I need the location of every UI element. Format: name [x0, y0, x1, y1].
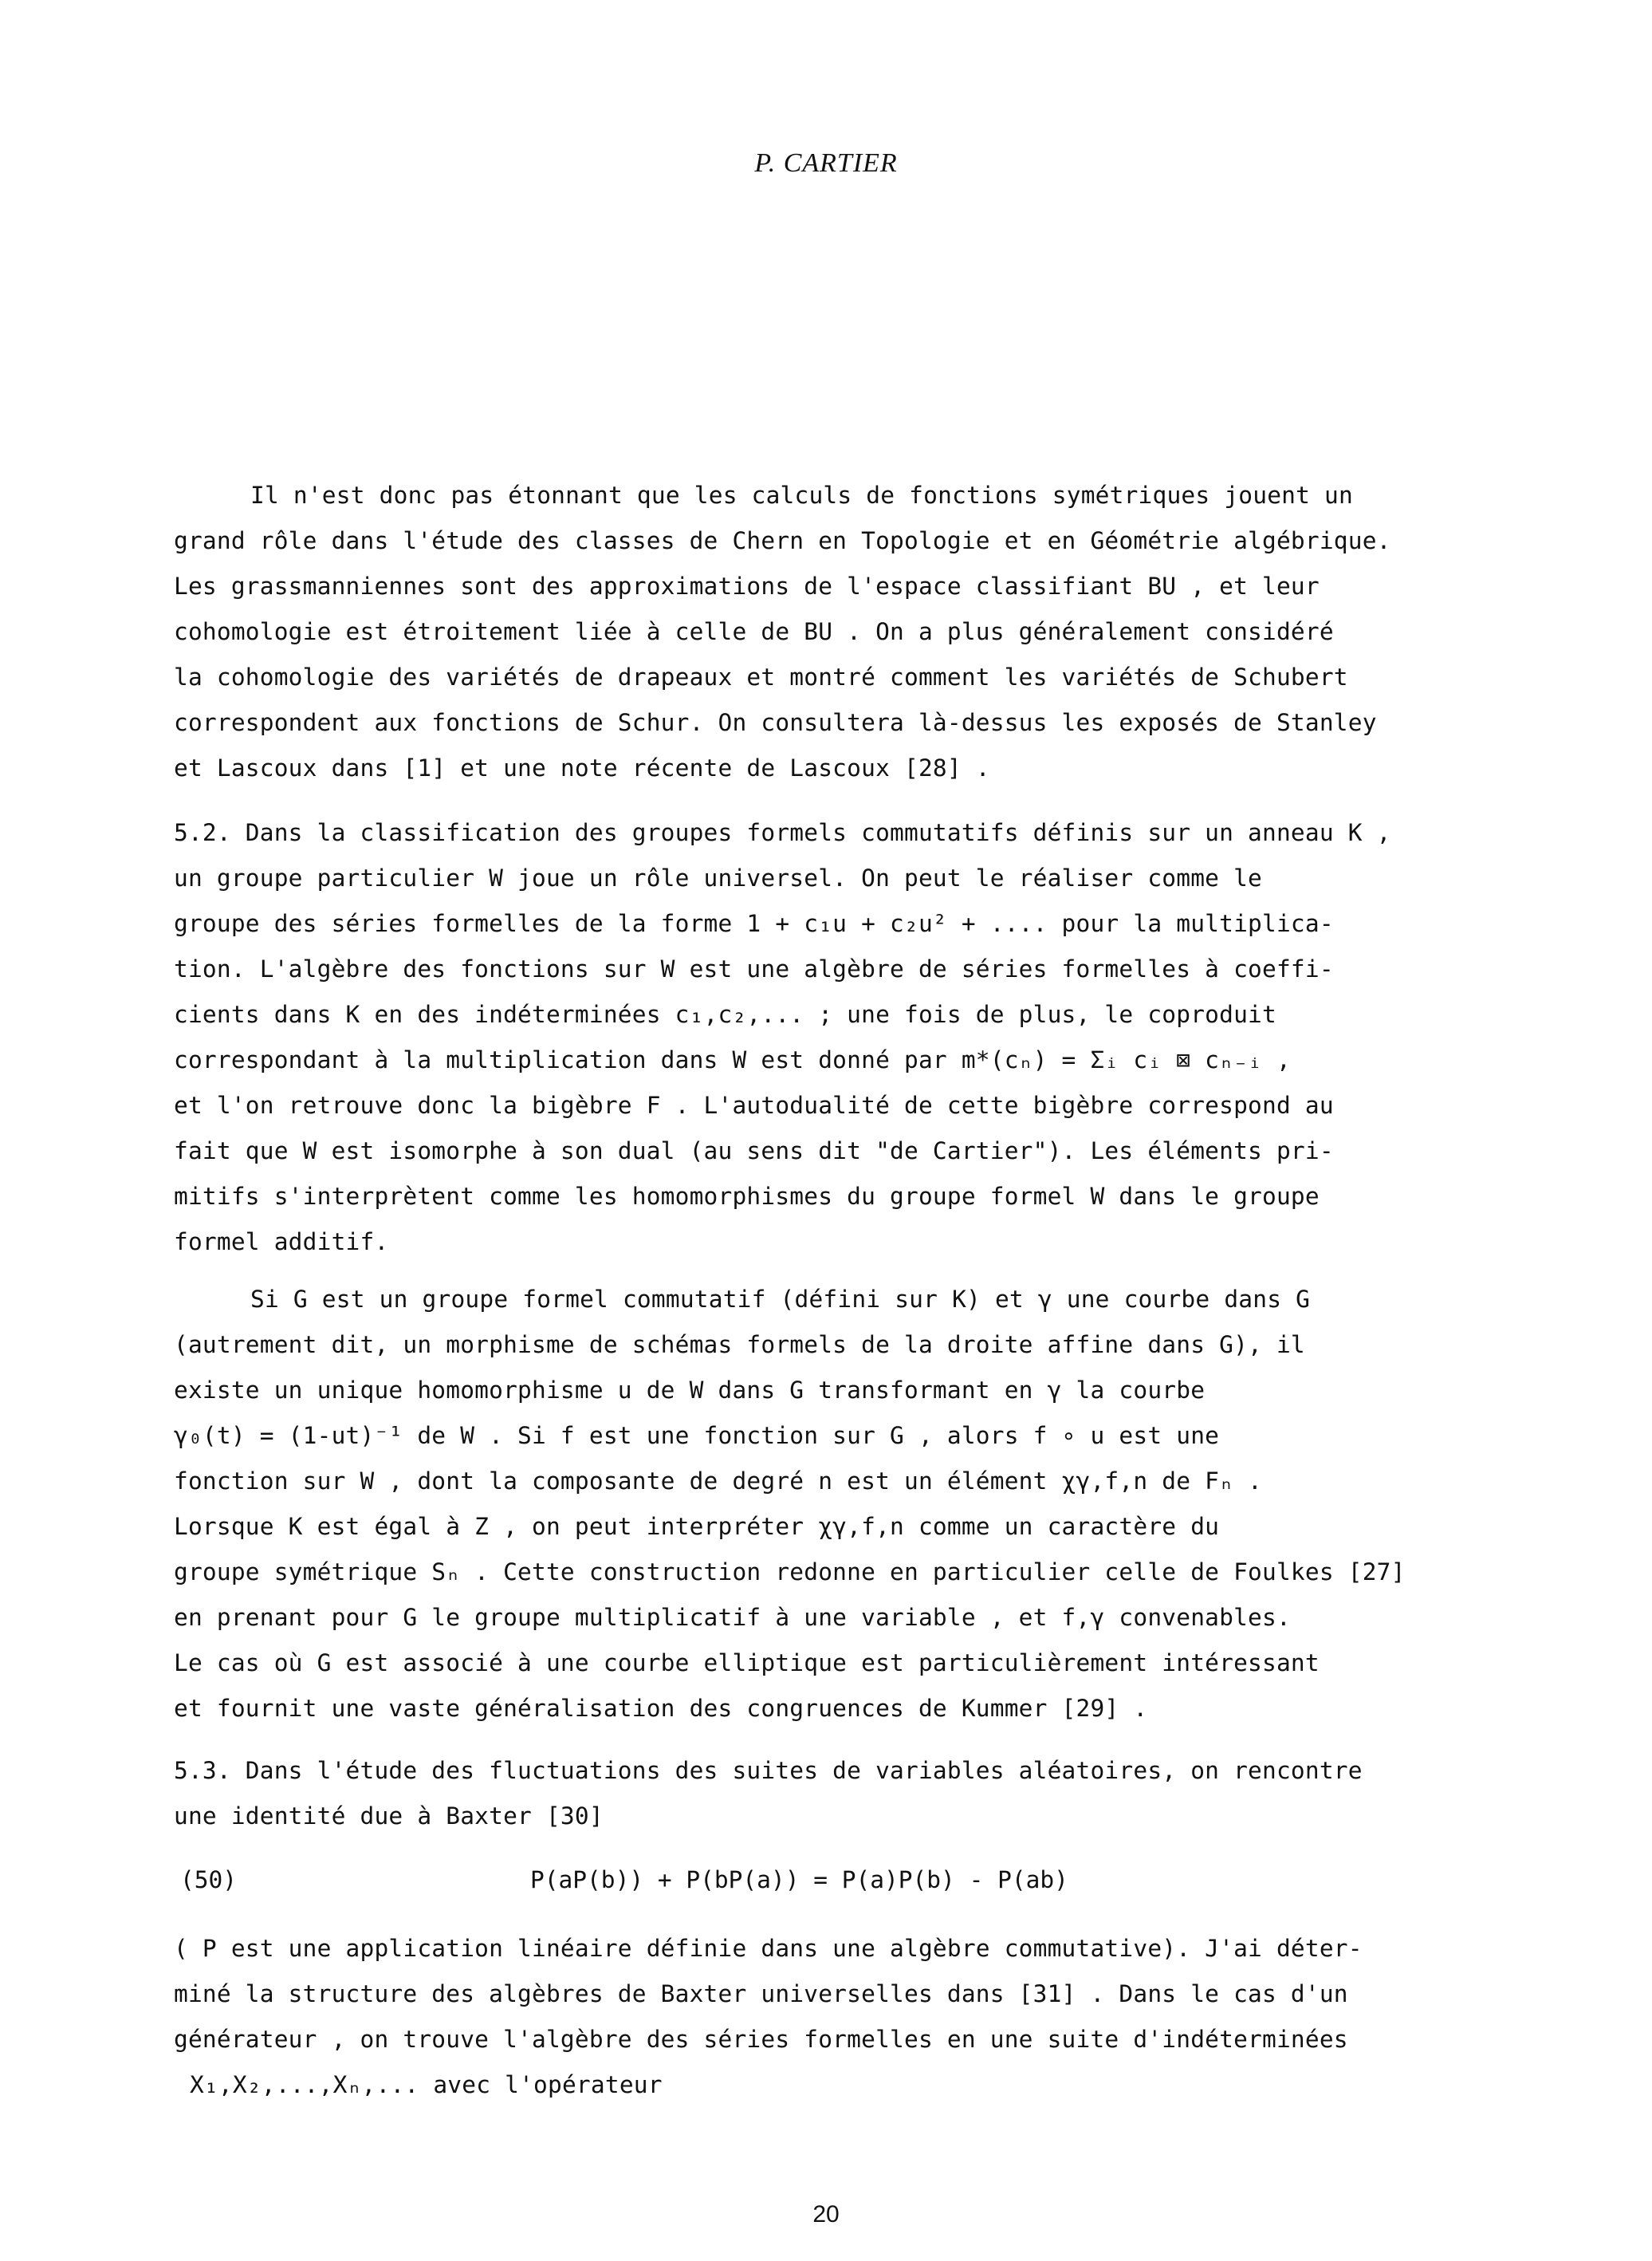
text-line: formel additif. — [174, 1228, 389, 1255]
text-line: correspondant à la multiplication dans W est donné par m*(cₙ) = Σᵢ cᵢ ⊠ cₙ₋ᵢ , — [174, 1046, 1291, 1073]
text-line: Lorsque K est égal à Z , on peut interpréter χγ,f,n comme un caractère du — [174, 1513, 1220, 1540]
text-line: X₁,X₂,...,Xₙ,... avec l'opérateur — [190, 2071, 663, 2098]
text-line: 5.2. Dans la classification des groupes formels commutatifs définis sur un anneau K , — [174, 819, 1391, 846]
text-line: ( P est une application linéaire définie dans une algèbre commutative). J'ai déter- — [174, 1935, 1363, 1962]
text-line: cients dans K en des indéterminées c₁,c₂,... ; une fois de plus, le coproduit — [174, 1001, 1276, 1028]
text-line: la cohomologie des variétés de drapeaux et montré comment les variétés de Schubert — [174, 664, 1348, 691]
text-line: fonction sur W , dont la composante de degré n est un élément χγ,f,n de Fₙ . — [174, 1467, 1262, 1495]
equation: P(aP(b)) + P(bP(a)) = P(a)P(b) - P(ab) — [530, 1866, 1068, 1893]
text-line: et Lascoux dans [1] et une note récente de Lascoux [28] . — [174, 754, 990, 782]
text-line: Les grassmanniennes sont des approximations de l'espace classifiant BU , et leur — [174, 573, 1320, 600]
page-number: 20 — [812, 2201, 840, 2228]
text-line: groupe symétrique Sₙ . Cette construction redonne en particulier celle de Foulkes [27] — [174, 1558, 1406, 1585]
text-line: générateur , on trouve l'algèbre des séries formelles en une suite d'indéterminées — [174, 2026, 1348, 2053]
text-line: et fournit une vaste généralisation des congruences de Kummer [29] . — [174, 1695, 1148, 1722]
text-line: grand rôle dans l'étude des classes de Chern en Topologie et en Géométrie algébrique. — [174, 527, 1391, 554]
text-line: groupe des séries formelles de la forme 1 + c₁u + c₂u² + .... pour la multiplica- — [174, 910, 1334, 937]
text-line: correspondent aux fonctions de Schur. On consultera là-dessus les exposés de Stanley — [174, 709, 1377, 736]
text-line: fait que W est isomorphe à son dual (au sens dit "de Cartier"). Les éléments pri- — [174, 1137, 1334, 1164]
text-line: un groupe particulier W joue un rôle universel. On peut le réaliser comme le — [174, 865, 1262, 892]
text-line: en prenant pour G le groupe multiplicatif à une variable , et f,γ convenables. — [174, 1604, 1291, 1631]
equation-number: (50) — [180, 1866, 238, 1893]
text-line: (autrement dit, un morphisme de schémas formels de la droite affine dans G), il — [174, 1331, 1305, 1358]
text-line: Il n'est donc pas étonnant que les calculs de fonctions symétriques jouent un — [250, 482, 1353, 509]
text-line: 5.3. Dans l'étude des fluctuations des suites de variables aléatoires, on rencontre — [174, 1757, 1363, 1784]
text-line: une identité due à Baxter [30] — [174, 1802, 604, 1830]
text-line: cohomologie est étroitement liée à celle de BU . On a plus généralement considéré — [174, 618, 1334, 645]
text-line: Le cas où G est associé à une courbe elliptique est particulièrement intéressant — [174, 1649, 1320, 1676]
running-header: P. CARTIER — [754, 148, 898, 178]
text-line: miné la structure des algèbres de Baxter universelles dans [31] . Dans le cas d'un — [174, 1980, 1348, 2007]
text-line: Si G est un groupe formel commutatif (défini sur K) et γ une courbe dans G — [250, 1286, 1311, 1313]
text-line: γ₀(t) = (1-ut)⁻¹ de W . Si f est une fonction sur G , alors f ∘ u est une — [174, 1422, 1220, 1449]
text-line: tion. L'algèbre des fonctions sur W est une algèbre de séries formelles à coeffi- — [174, 955, 1334, 983]
text-line: existe un unique homomorphisme u de W dans G transformant en γ la courbe — [174, 1377, 1206, 1404]
text-line: et l'on retrouve donc la bigèbre F . L'autodualité de cette bigèbre correspond au — [174, 1092, 1334, 1119]
text-line: mitifs s'interprètent comme les homomorphismes du groupe formel W dans le groupe — [174, 1183, 1320, 1210]
